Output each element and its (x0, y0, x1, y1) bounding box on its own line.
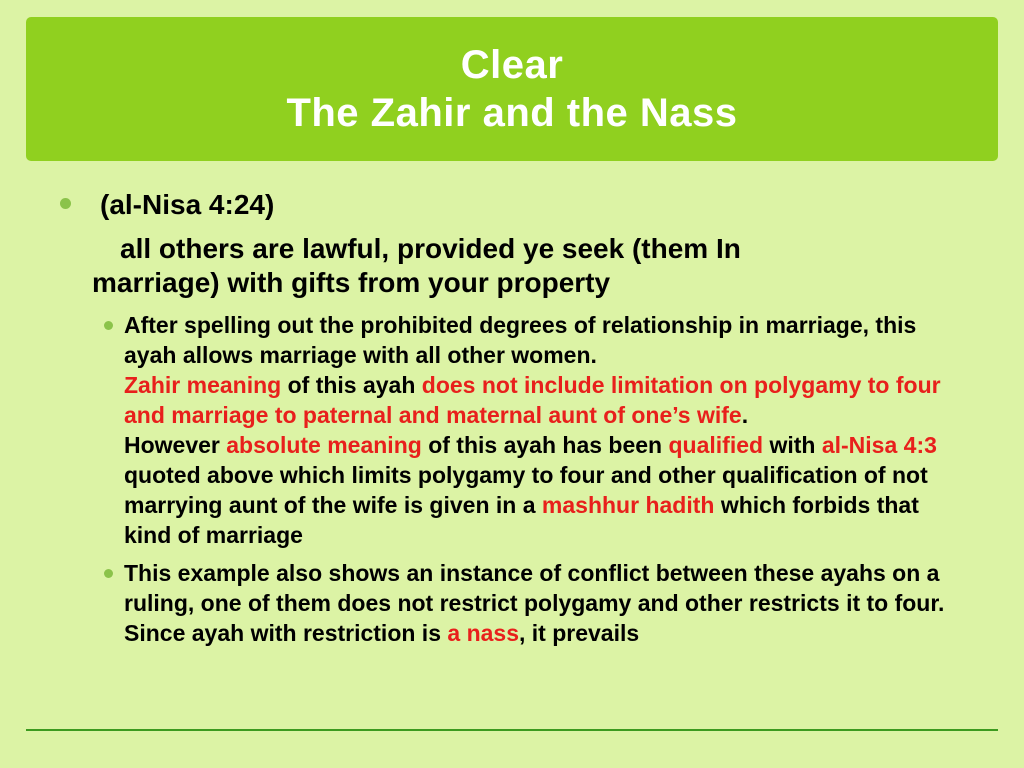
sub1-highlight-qualified: qualified (668, 432, 764, 458)
bullet-al-nisa-4-24 (60, 188, 960, 648)
sub1-highlight-absolute-meaning: absolute meaning (226, 432, 422, 458)
sub-bullet-list (60, 310, 960, 648)
sub1-highlight-no-limitation: does not include limitation on polygamy to four and marriage to paternal and maternal aunt of one’s wife (124, 372, 941, 428)
sub1-highlight-zahir-meaning: Zahir meaning (124, 372, 282, 398)
sub-bullet-zahir-meaning (60, 310, 960, 550)
sub1-text-t5: with (763, 432, 822, 458)
sub1-text-t2: . (741, 402, 749, 428)
sub2-text-t2: , it prevails (519, 620, 640, 646)
bullet-dot-icon (60, 198, 71, 209)
slide-title-line-1: Clear (460, 43, 564, 87)
slide-content (60, 188, 960, 656)
sub1-text-t1: of this ayah (281, 372, 422, 398)
ayah-quote-line-a: all others are lawful, provided ye seek (them In (120, 233, 741, 264)
sub-bullet-conflict-example (60, 558, 960, 648)
sub1-text-t4: of this ayah has been (421, 432, 669, 458)
ayah-quote (60, 232, 960, 300)
ayah-quote-line-b: marriage) with gifts from your property (92, 267, 611, 298)
slide-title-line-2: The Zahir and the Nass (286, 91, 738, 135)
sub-bullet-dot-icon (104, 569, 113, 578)
sub1-text-t3: However (124, 432, 227, 458)
sub1-highlight-mashhur-hadith: mashhur hadith (541, 492, 715, 518)
sub2-text-t1: This example also shows an instance of conflict between these ayahs on a ruling, one of them does not restrict polygamy and other restricts it to four. Since ayah with restriction is (124, 560, 945, 646)
sub-bullet-dot-icon (104, 321, 113, 330)
bullet-heading: (al-Nisa 4:24) (100, 189, 275, 220)
title-bar (26, 17, 998, 161)
sub1-highlight-al-nisa-4-3: al-Nisa 4:3 (821, 432, 937, 458)
sub1-text-t7: which forbids that kind of marriage (124, 492, 919, 548)
sub1-text-p1: After spelling out the prohibited degrees of relationship in marriage, this ayah allows marriage with all other women. (124, 312, 917, 368)
sub1-text-t6: quoted above which limits polygamy to four and other qualification of not marrying aunt of the wife is given in a (124, 462, 928, 518)
footer-divider (26, 729, 998, 731)
sub2-highlight-a-nass: a nass (447, 620, 519, 646)
